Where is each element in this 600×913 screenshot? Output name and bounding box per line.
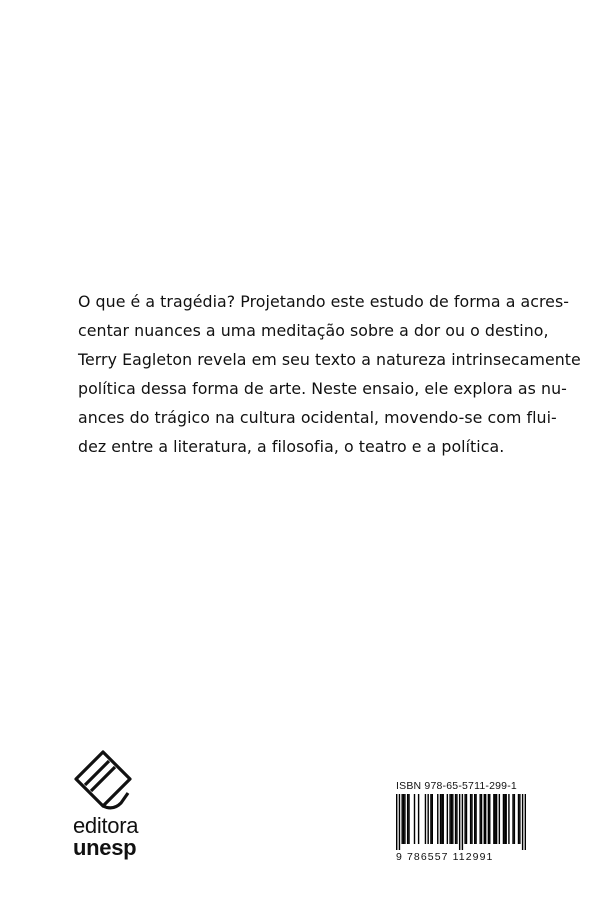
barcode-digits: 9 786557 112991 [396, 851, 494, 863]
barcode-bar [401, 794, 402, 844]
publisher-logo [73, 749, 153, 859]
barcode-bar [407, 794, 408, 844]
publisher-name-bottom: unesp [73, 835, 137, 860]
barcode-bar [462, 794, 463, 850]
barcode-bar [489, 794, 490, 844]
barcode-bar [471, 794, 472, 844]
blurb-line: política dessa forma de arte. Neste ensaio, ele explora as nu- [78, 379, 567, 398]
blurb-line: ances do trágico na cultura ocidental, movendo-se com flui- [78, 408, 557, 427]
barcode-bar [440, 794, 441, 844]
barcode-bar [408, 794, 409, 844]
barcode-bar [449, 794, 450, 844]
barcode-bar [508, 794, 509, 844]
barcode-bar [488, 794, 489, 844]
blurb-line: centar nuances a uma meditação sobre a dor ou o destino, [78, 321, 549, 340]
blurb-line: O que é a tragédia? Projetando este estudo de forma a acres- [78, 292, 569, 311]
barcode-bar [399, 794, 400, 850]
isbn-barcode [396, 780, 526, 863]
barcode-bar [470, 794, 471, 844]
barcode-bar [404, 794, 405, 844]
barcode-bar [396, 794, 397, 850]
barcode-bar [496, 794, 497, 844]
barcode-bar [443, 794, 444, 844]
barcode-bar [474, 794, 475, 844]
barcode-bar [464, 794, 465, 844]
barcode-bar [466, 794, 467, 844]
barcode-bar [447, 794, 448, 844]
barcode-bar [430, 794, 431, 844]
isbn-label: ISBN 978-65-5711-299-1 [396, 780, 517, 792]
barcode-bar [503, 794, 504, 844]
barcode-bar [519, 794, 520, 844]
barcode-bar [475, 794, 476, 844]
publisher-name-top: editora [73, 813, 139, 838]
unesp-logo-icon [73, 749, 133, 811]
barcode-bar [418, 794, 419, 844]
barcode-bar [455, 794, 456, 844]
blurb-line: dez entre a literatura, a filosofia, o teatro e a política. [78, 437, 505, 456]
barcode-bar [425, 794, 426, 844]
barcode-bar [456, 794, 457, 844]
barcode-bar [514, 794, 515, 844]
barcode-bar [479, 794, 480, 844]
barcode-bar [452, 794, 453, 844]
barcode-bar [512, 794, 513, 844]
barcode-bar [525, 794, 526, 850]
barcode-bar [485, 794, 486, 844]
blurb-line: Terry Eagleton revela em seu texto a natureza intrinsecamente [78, 350, 581, 369]
barcode-bar [495, 794, 496, 844]
barcode-bar [493, 794, 494, 844]
barcode-bar [432, 794, 433, 844]
barcode-bar [459, 794, 460, 850]
barcode-bar [504, 794, 505, 844]
back-cover-blurb [78, 287, 581, 461]
barcode-bar [437, 794, 438, 844]
barcode-bar [484, 794, 485, 844]
barcode-bar [427, 794, 428, 844]
barcode-bar [441, 794, 442, 844]
barcode-bar [505, 794, 506, 844]
barcode-bar [403, 794, 404, 844]
barcode-bars [396, 794, 526, 850]
barcode-bar [414, 794, 415, 844]
barcode-bar [451, 794, 452, 844]
barcode-bar [481, 794, 482, 844]
barcode-bar [499, 794, 500, 844]
barcode-bar [522, 794, 523, 850]
barcode-bar [518, 794, 519, 844]
